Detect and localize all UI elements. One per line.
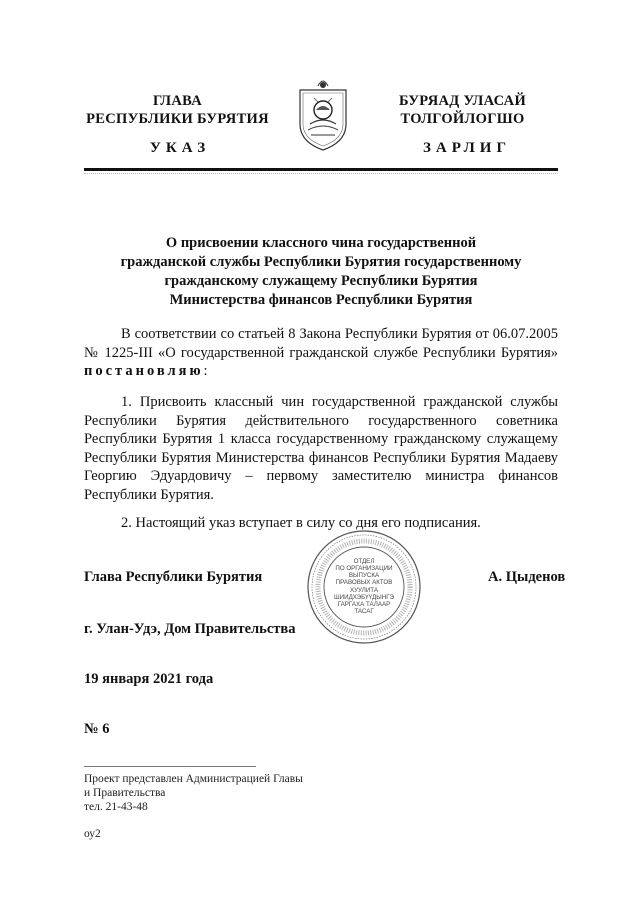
footer-line: Проект представлен Администрацией Главы xyxy=(84,773,303,785)
footer-phone: тел. 21-43-48 xyxy=(84,801,148,813)
title-line: гражданскому служащему Республики Бурятия xyxy=(164,273,478,289)
stamp-line: ШИИДХЭБҮҮДЫНГЭ xyxy=(334,594,394,601)
header-left-line1: ГЛАВА xyxy=(152,93,203,109)
item-2-text: 2. Настоящий указ вступает в силу со дня его подписания. xyxy=(121,515,481,531)
stamp-line: ПО ОРГАНИЗАЦИИ xyxy=(335,565,393,572)
decree-title xyxy=(84,234,558,310)
title-line: О присвоении классного чина государственной xyxy=(165,235,477,251)
doc-type-ukaz: УКАЗ xyxy=(149,140,211,156)
preamble-text: В соответствии со статьей 8 Закона Республики Бурятия от 06.07.2005 № 1225-III «О государственной гражданской службе Республики Бурятия» xyxy=(84,326,558,361)
preamble-paragraph xyxy=(84,325,558,381)
header-divider-dotted xyxy=(84,173,558,174)
stamp-line: ВЫПУСКА xyxy=(348,572,380,579)
doc-type-zarlig: ЗАРЛИГ xyxy=(422,140,512,156)
header-left xyxy=(80,92,275,128)
signatory-name: А. Цыденов xyxy=(488,569,566,585)
stamp-line: ХУУЛИТА xyxy=(350,587,378,594)
preamble-end: : xyxy=(203,363,208,379)
header-right-line2: ТОЛГОЙЛОГШО xyxy=(400,111,525,127)
stamp-line: ТАСАГ xyxy=(354,608,374,615)
footer-code: оу2 xyxy=(84,828,101,840)
header-right-line1: БУРЯАД УЛАСАЙ xyxy=(398,93,527,109)
header-left-line2: РЕСПУБЛИКИ БУРЯТИЯ xyxy=(86,111,269,127)
decree-number: № 6 xyxy=(84,721,110,737)
decree-date: 19 января 2021 года xyxy=(84,671,214,687)
signatory-position: Глава Республики Бурятия xyxy=(84,569,263,585)
stamp-line: ОТДЕЛ xyxy=(353,558,375,565)
item-1-text: 1. Присвоить классный чин государственной гражданской службы Республики Бурятия действительного государственного советника Республики Бурятия 1 класса государственному гражданскому служащему Республики Бурятия Министерства финансов Республики Бурятия Мадаеву Георгию Эдуардовичу – первому заместителю министра финансов Республики Бурятия. xyxy=(84,394,558,503)
title-line: Министерства финансов Республики Бурятия xyxy=(169,292,473,308)
stamp-line: ПРАВОВЫХ АКТОВ xyxy=(335,579,393,586)
signing-place: г. Улан-Удэ, Дом Правительства xyxy=(84,621,296,637)
header-divider xyxy=(84,168,558,171)
footer-divider xyxy=(84,766,256,767)
stamp-line: ГАРГАХА ТАЛААР xyxy=(337,601,391,608)
header-right xyxy=(370,92,555,128)
official-seal-stamp xyxy=(305,528,423,646)
footer-line: и Правительства xyxy=(84,787,166,799)
decree-word: постановляю xyxy=(84,363,204,379)
title-line: гражданской службы Республики Бурятия государственному xyxy=(120,254,522,270)
coat-of-arms-emblem-icon xyxy=(296,72,350,152)
item-1-paragraph xyxy=(84,393,558,504)
